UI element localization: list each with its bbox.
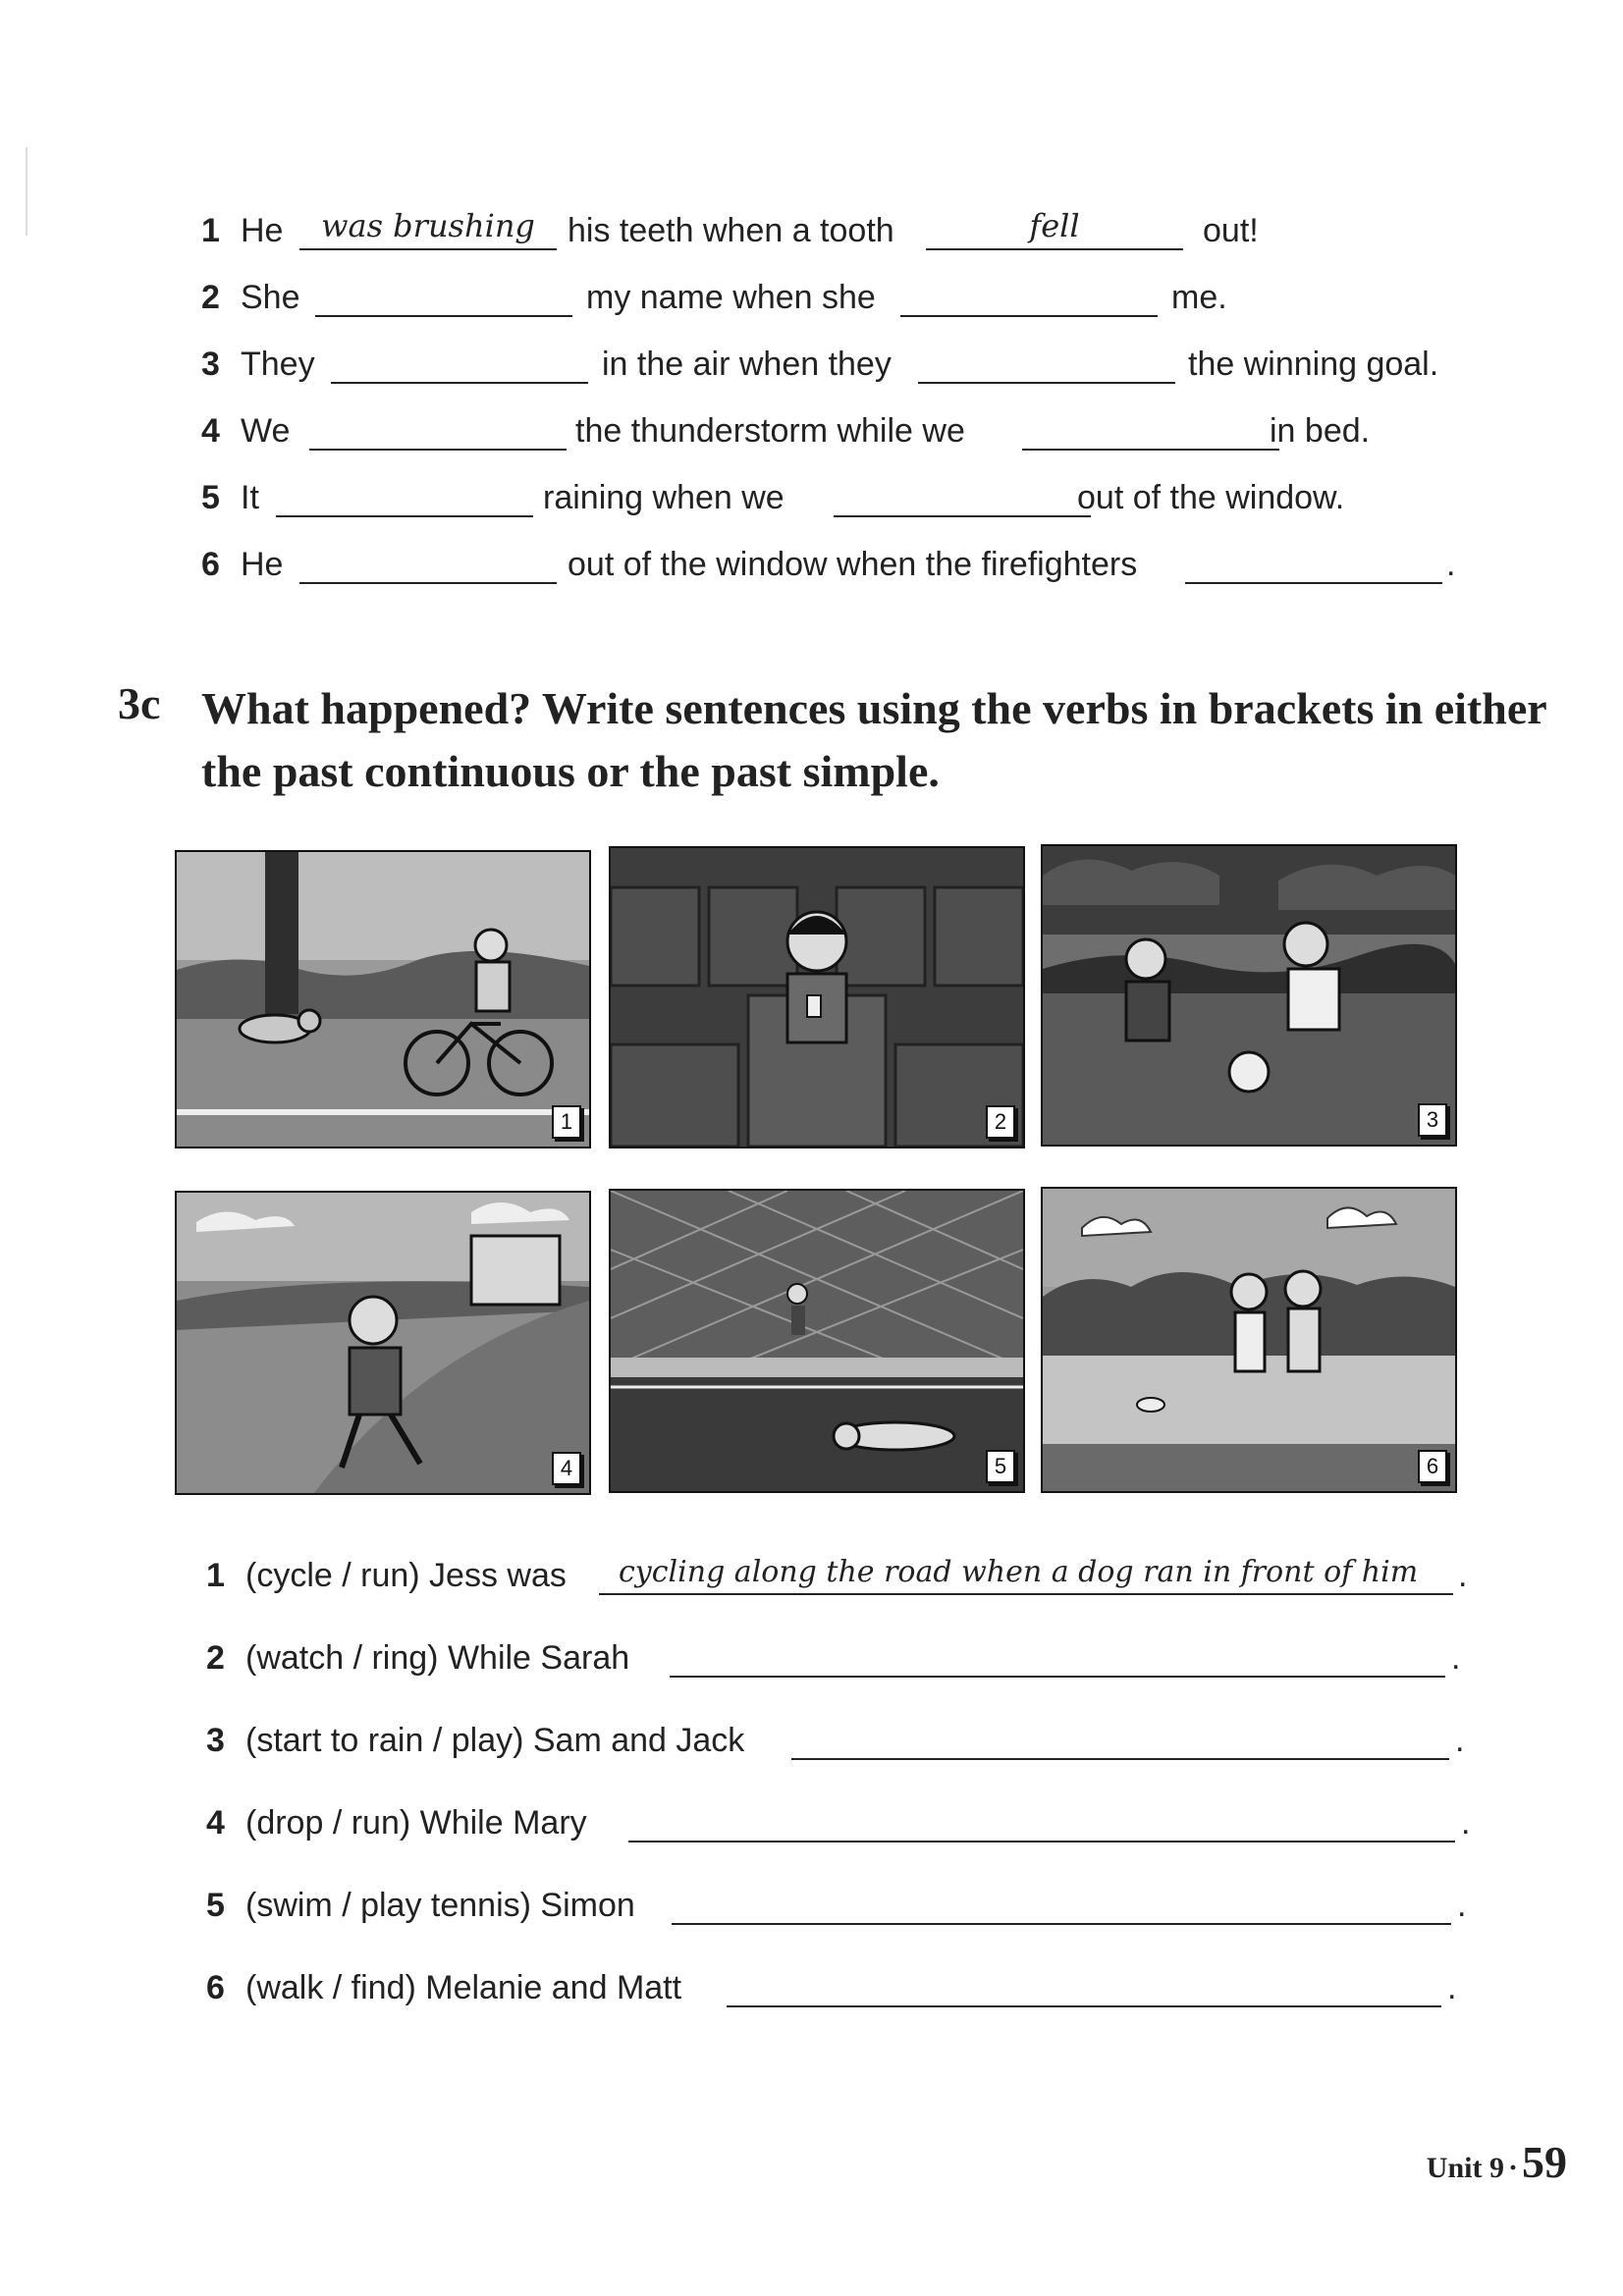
sentence-row <box>206 1546 1483 1605</box>
sentence-part: my name when she <box>586 279 876 316</box>
sentence-part: . <box>1446 546 1456 583</box>
answer-blank[interactable] <box>918 343 1175 384</box>
sentence-end: . <box>1451 1639 1461 1677</box>
sentence-row <box>206 1793 1483 1852</box>
picture-1 <box>175 850 591 1148</box>
sentence-end: . <box>1457 1887 1467 1924</box>
sentence-row <box>206 1629 1483 1687</box>
answer-blank[interactable] <box>299 543 557 584</box>
row-number: 4 <box>201 412 220 450</box>
sentence-part: They <box>241 346 315 383</box>
answer-blank[interactable] <box>1022 409 1279 451</box>
footer-separator: · <box>1507 2152 1518 2184</box>
running-for-bus-illustration <box>177 1193 589 1493</box>
picture-number-badge: 5 <box>986 1450 1015 1483</box>
row-number: 5 <box>201 479 220 516</box>
prompt-text: (drop / run) While Mary <box>245 1804 587 1842</box>
exercise-instructions: What happened? Write sentences using the verbs in brackets in either the past continuous or the past simple. <box>201 683 1546 796</box>
picture-6 <box>1041 1187 1457 1493</box>
fill-row <box>201 535 1478 594</box>
answer-blank[interactable] <box>672 1884 1451 1925</box>
prompt-text: (cycle / run) Jess was <box>245 1557 567 1594</box>
prompt-text: (start to rain / play) Sam and Jack <box>245 1722 745 1759</box>
answer-blank[interactable] <box>331 343 588 384</box>
row-number: 1 <box>206 1557 225 1594</box>
sentence-part: the winning goal. <box>1188 346 1439 383</box>
fill-row <box>201 268 1478 327</box>
row-number: 5 <box>206 1887 225 1924</box>
cinema-scene-illustration <box>611 848 1023 1147</box>
prompt-text: (swim / play tennis) Simon <box>245 1887 635 1924</box>
park-walk-illustration <box>1043 1189 1455 1491</box>
picture-number-badge: 2 <box>986 1105 1015 1139</box>
sentence-part: his teeth when a tooth <box>568 212 894 249</box>
page-margin-mark <box>26 147 27 236</box>
unit-label: Unit 9 <box>1426 2152 1504 2184</box>
picture-4 <box>175 1191 591 1495</box>
picture-2 <box>609 846 1025 1148</box>
row-number: 2 <box>201 279 220 316</box>
picture-number-badge: 1 <box>552 1105 581 1139</box>
answer-blank[interactable] <box>628 1801 1455 1842</box>
picture-3 <box>1041 844 1457 1147</box>
page-number: 59 <box>1522 2137 1567 2187</box>
row-number: 3 <box>201 346 220 383</box>
picture-number-badge: 4 <box>552 1452 581 1485</box>
sentence-part: It <box>241 479 259 516</box>
sentence-part: She <box>241 279 300 316</box>
row-number: 2 <box>206 1639 225 1677</box>
fill-row <box>201 468 1478 527</box>
swimming-tennis-illustration <box>611 1191 1023 1491</box>
sentence-part: He <box>241 546 284 583</box>
answer-blank[interactable] <box>315 276 572 317</box>
row-number: 3 <box>206 1722 225 1759</box>
fill-row <box>201 201 1478 260</box>
handwritten-answer: fell <box>1029 207 1080 244</box>
sentence-row <box>206 1876 1483 1935</box>
row-number: 6 <box>201 546 220 583</box>
sentence-part: out! <box>1203 212 1259 249</box>
sentence-row <box>206 1958 1483 2017</box>
picture-number-badge: 6 <box>1418 1450 1447 1483</box>
sentence-part: He <box>241 212 284 249</box>
handwritten-answer: was brushing <box>321 207 535 244</box>
answer-blank[interactable] <box>727 1966 1441 2007</box>
page-footer <box>1427 2136 1567 2188</box>
cycling-scene-illustration <box>177 852 589 1147</box>
answer-blank[interactable] <box>276 476 533 517</box>
sentence-row <box>206 1711 1483 1770</box>
football-rain-illustration <box>1043 846 1455 1145</box>
sentence-end: . <box>1458 1557 1468 1594</box>
picture-number-badge: 3 <box>1418 1103 1447 1137</box>
picture-5 <box>609 1189 1025 1493</box>
answer-blank[interactable] <box>834 476 1091 517</box>
answer-blank[interactable] <box>1185 543 1442 584</box>
row-number: 4 <box>206 1804 225 1842</box>
sentence-part: in the air when they <box>602 346 892 383</box>
sentence-part: out of the window when the firefighters <box>568 546 1138 583</box>
sentence-part: in bed. <box>1270 412 1371 450</box>
sentence-part: the thunderstorm while we <box>575 412 965 450</box>
prompt-text: (walk / find) Melanie and Matt <box>245 1969 682 2006</box>
row-number: 1 <box>201 212 220 249</box>
answer-blank[interactable] <box>670 1636 1445 1678</box>
sentence-part: me. <box>1171 279 1227 316</box>
answer-blank[interactable] <box>900 276 1158 317</box>
row-number: 6 <box>206 1969 225 2006</box>
sentence-end: . <box>1461 1804 1471 1842</box>
sentence-part: raining when we <box>543 479 784 516</box>
sentence-part: out of the window. <box>1077 479 1345 516</box>
sentence-part: We <box>241 412 291 450</box>
sentence-end: . <box>1455 1722 1465 1759</box>
prompt-text: (watch / ring) While Sarah <box>245 1639 630 1677</box>
exercise-number: 3c <box>118 678 161 728</box>
answer-blank[interactable] <box>309 409 567 451</box>
fill-row <box>201 401 1478 460</box>
handwritten-answer: cycling along the road when a dog ran in front of him <box>619 1555 1419 1589</box>
answer-blank[interactable] <box>791 1719 1449 1760</box>
sentence-end: . <box>1447 1969 1457 2006</box>
fill-row <box>201 335 1478 394</box>
